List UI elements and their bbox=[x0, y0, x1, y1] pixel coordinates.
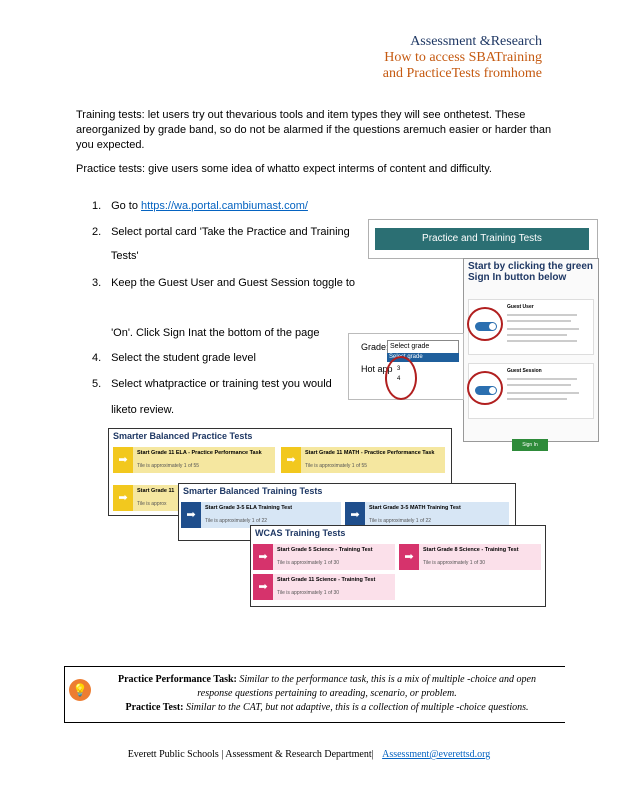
signin-screenshot bbox=[463, 258, 599, 448]
highlight-circle bbox=[467, 307, 503, 341]
practice-test-tile[interactable] bbox=[113, 447, 275, 473]
training-tests-paragraph: Training tests: let users try out thevarious tools and item types they will see onthetest. These areorganized by grade band, so do not be alarmed if the questions aremuch easier or harder than you expected. bbox=[76, 109, 552, 151]
grade-label: Grade: bbox=[361, 342, 389, 352]
ppt-text: Similar to the performance task, this is a mix of multiple -choice and open response questions pertaining to areading, scenario, or problem. bbox=[197, 674, 536, 699]
step-5 bbox=[92, 378, 332, 390]
tile-subtitle: Tile is approximately 1 of 30 bbox=[277, 560, 340, 566]
grade-select[interactable]: Select grade bbox=[387, 340, 459, 354]
grade-option[interactable]: 4 bbox=[397, 376, 401, 382]
step-4 bbox=[92, 352, 256, 364]
grade-option[interactable]: 3 bbox=[397, 366, 401, 372]
practice-test-tile[interactable] bbox=[281, 447, 445, 473]
wcas-test-tile[interactable] bbox=[399, 544, 541, 570]
tile-title: Start Grade 3-5 MATH Training Test bbox=[369, 505, 461, 511]
step-3-cont bbox=[92, 327, 320, 339]
pt-definition bbox=[107, 701, 547, 715]
doc-header-title: Assessment &Research bbox=[410, 34, 542, 49]
step-text: liketo review. bbox=[111, 404, 175, 416]
step-number: 5. bbox=[92, 378, 102, 390]
tile-title: Start Grade 8 Science - Training Test bbox=[423, 547, 519, 553]
footer-email-link[interactable]: Assessment@everettsd.org bbox=[382, 749, 491, 760]
panel-title: WCAS Training Tests bbox=[255, 528, 346, 538]
highlight-circle bbox=[467, 371, 503, 405]
practice-training-button[interactable]: Practice and Training Tests bbox=[375, 228, 589, 250]
arrow-icon: ➡ bbox=[253, 544, 273, 570]
step-text: Select portal card 'Take the Practice and Training bbox=[111, 226, 350, 238]
step-number: 2. bbox=[92, 226, 102, 238]
ppt-definition bbox=[107, 673, 547, 701]
step-text: Tests' bbox=[110, 250, 139, 262]
highlight-circle bbox=[385, 356, 417, 400]
step-5-cont bbox=[92, 404, 174, 416]
arrow-icon: ➡ bbox=[113, 447, 133, 473]
step-number: 1. bbox=[92, 200, 102, 212]
step-text: Select whatpractice or training test you would bbox=[111, 378, 332, 390]
tile-title: Start Grade 5 Science - Training Test bbox=[277, 547, 373, 553]
portal-card-screenshot bbox=[368, 219, 598, 259]
step-text: Keep the Guest User and Guest Session toggle to bbox=[111, 277, 356, 289]
step-number: 3. bbox=[92, 277, 102, 289]
step-2-cont bbox=[92, 250, 139, 262]
panel-title: Smarter Balanced Training Tests bbox=[183, 486, 323, 496]
arrow-icon: ➡ bbox=[281, 447, 301, 473]
tile-title: Start Grade 11 bbox=[137, 488, 175, 494]
portal-link[interactable]: https://wa.portal.cambiumast.com/ bbox=[141, 200, 308, 212]
tile-subtitle: Tile is approximately 1 of 30 bbox=[277, 590, 340, 596]
arrow-icon: ➡ bbox=[253, 574, 273, 600]
grade-select-screenshot bbox=[348, 333, 464, 400]
tile-subtitle: Tile is approximately 1 of 55 bbox=[305, 463, 368, 469]
tip-text bbox=[107, 673, 547, 715]
footer-text: Everett Public Schools | Assessment & Research Department| bbox=[127, 749, 374, 760]
wcas-test-tile[interactable] bbox=[253, 574, 395, 600]
grade-label-2: Hot app bbox=[361, 364, 393, 374]
tile-subtitle: Tile is approximately 1 of 22 bbox=[369, 518, 432, 524]
arrow-icon: ➡ bbox=[181, 502, 201, 528]
tile-subtitle: Tile is approximately 1 of 30 bbox=[423, 560, 486, 566]
subtitle-line-1: How to access SBATraining bbox=[384, 50, 542, 65]
step-text: 'On'. Click Sign Inat the bottom of the page bbox=[111, 327, 320, 339]
step-number: 4. bbox=[92, 352, 102, 364]
guest-session-label: Guest Session bbox=[507, 368, 542, 374]
intro-section bbox=[76, 108, 552, 186]
step-1 bbox=[92, 200, 308, 212]
tile-title: Start Grade 11 ELA - Practice Performance Task bbox=[137, 450, 262, 456]
signin-title: Start by clicking the green Sign In button below bbox=[468, 261, 594, 283]
wcas-test-tile[interactable] bbox=[253, 544, 395, 570]
arrow-icon: ➡ bbox=[113, 485, 133, 511]
grade-option-selected[interactable]: Select grade bbox=[387, 353, 459, 362]
tile-title: Start Grade 3-5 ELA Training Test bbox=[205, 505, 293, 511]
tile-title: Start Grade 11 Science - Training Test bbox=[277, 577, 376, 583]
ppt-label: Practice Performance Task: bbox=[118, 674, 237, 685]
pt-text: Similar to the CAT, but not adaptive, this is a collection of multiple -choice questions. bbox=[186, 702, 529, 713]
lightbulb-icon: 💡 bbox=[69, 679, 91, 701]
practice-tests-paragraph: Practice tests: give users some idea of whatto expect interms of content and difficulty. bbox=[76, 163, 492, 175]
sign-in-button[interactable]: Sign In bbox=[512, 439, 548, 451]
arrow-icon: ➡ bbox=[399, 544, 419, 570]
tile-subtitle: Tile is approx bbox=[137, 501, 167, 507]
doc-header-subtitle bbox=[383, 50, 542, 82]
wcas-tests-panel bbox=[250, 525, 546, 607]
step-3 bbox=[92, 277, 355, 289]
pt-label: Practice Test: bbox=[125, 702, 184, 713]
step-2 bbox=[92, 226, 350, 238]
tile-subtitle: Tile is approximately 1 of 22 bbox=[205, 518, 268, 524]
panel-title: Smarter Balanced Practice Tests bbox=[113, 431, 253, 441]
tile-title: Start Grade 11 MATH - Practice Performance Task bbox=[305, 450, 435, 456]
step-text: Select the student grade level bbox=[111, 352, 256, 364]
definitions-tip-box bbox=[64, 666, 565, 723]
arrow-icon: ➡ bbox=[345, 502, 365, 528]
tile-subtitle: Tile is approximately 1 of 55 bbox=[137, 463, 200, 469]
subtitle-line-2: and PracticeTests fromhome bbox=[382, 66, 542, 81]
step-text: Go to bbox=[111, 200, 142, 212]
guest-user-label: Guest User bbox=[507, 304, 534, 310]
page-footer bbox=[0, 749, 618, 760]
